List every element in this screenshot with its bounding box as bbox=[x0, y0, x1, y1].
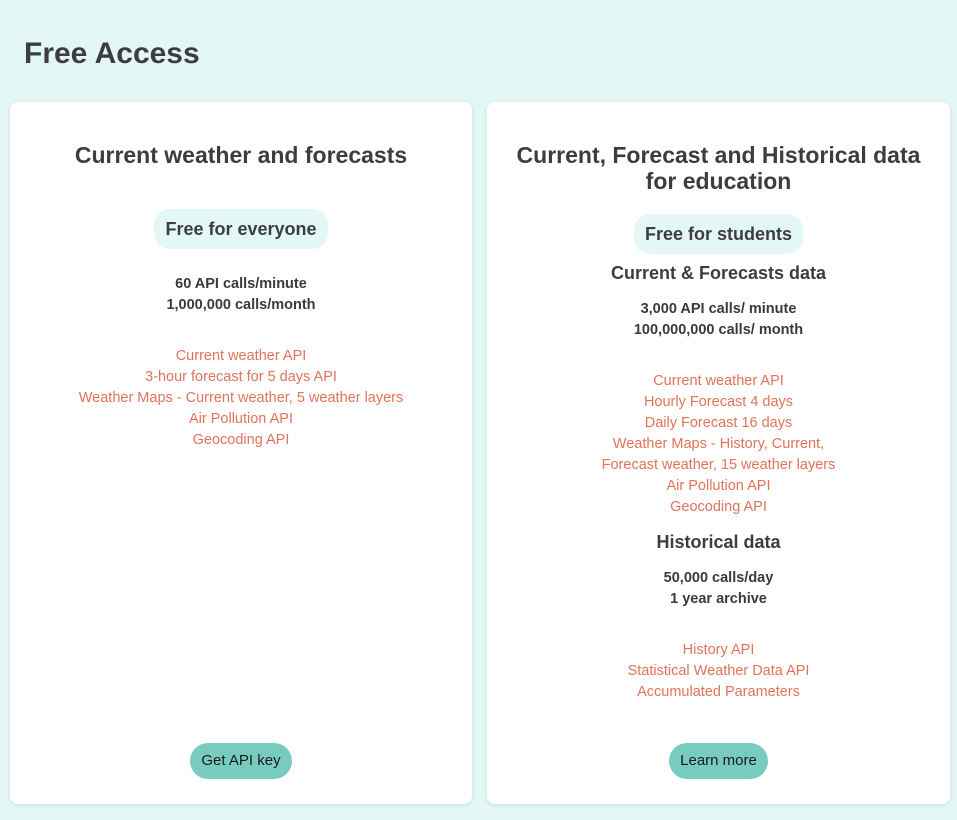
feature-link-current-weather[interactable]: Current weather API bbox=[175, 348, 307, 364]
feature-link-geocoding[interactable]: Geocoding API bbox=[192, 432, 290, 448]
feature-link-air-pollution[interactable]: Air Pollution API bbox=[189, 411, 293, 427]
card-title bbox=[487, 142, 950, 194]
feature-link-hourly-forecast[interactable]: Hourly Forecast 4 days bbox=[643, 394, 794, 410]
feature-list bbox=[487, 640, 950, 703]
limit-line: 1,000,000 calls/month bbox=[166, 297, 316, 313]
get-api-key-button[interactable]: Get API key bbox=[190, 743, 291, 779]
plan-badge: Free for students bbox=[634, 214, 803, 254]
feature-link-geocoding[interactable]: Geocoding API bbox=[670, 499, 767, 515]
learn-more-button[interactable]: Learn more bbox=[669, 743, 768, 779]
limits bbox=[487, 299, 950, 341]
card-title: Current weather and forecasts bbox=[74, 142, 408, 168]
free-for-students-card bbox=[487, 102, 950, 804]
plan-badge: Free for everyone bbox=[154, 209, 327, 249]
feature-link-current-weather[interactable]: Current weather API bbox=[653, 373, 784, 389]
page-title: Free Access bbox=[24, 37, 200, 70]
feature-link-history-api[interactable]: History API bbox=[682, 642, 755, 658]
feature-link-statistical-weather[interactable]: Statistical Weather Data API bbox=[627, 663, 810, 679]
feature-list bbox=[10, 346, 472, 451]
section-title-current-forecasts: Current & Forecasts data bbox=[610, 263, 827, 283]
feature-link-weather-maps[interactable]: Weather Maps - History, Current, bbox=[612, 436, 825, 452]
limits bbox=[487, 568, 950, 610]
feature-link-weather-maps[interactable]: Weather Maps - Current weather, 5 weather layers bbox=[78, 390, 404, 406]
feature-link-weather-maps-cont[interactable]: Forecast weather, 15 weather layers bbox=[601, 457, 836, 473]
card-title-line: for education bbox=[645, 168, 792, 194]
free-for-everyone-card bbox=[10, 102, 472, 804]
feature-link-3-hour-forecast[interactable]: 3-hour forecast for 5 days API bbox=[145, 369, 337, 385]
limits bbox=[10, 274, 472, 316]
feature-list bbox=[487, 371, 950, 518]
limit-line: 50,000 calls/day bbox=[663, 570, 774, 586]
section-title-historical: Historical data bbox=[656, 532, 781, 552]
card-title-line: Current, Forecast and Historical data bbox=[516, 142, 921, 168]
feature-link-accumulated-parameters[interactable]: Accumulated Parameters bbox=[637, 684, 800, 700]
limit-line: 60 API calls/minute bbox=[175, 276, 307, 292]
limit-line: 3,000 API calls/ minute bbox=[640, 301, 797, 317]
feature-link-air-pollution[interactable]: Air Pollution API bbox=[666, 478, 771, 494]
limit-line: 100,000,000 calls/ month bbox=[633, 322, 804, 338]
limit-line: 1 year archive bbox=[670, 591, 767, 607]
feature-link-daily-forecast[interactable]: Daily Forecast 16 days bbox=[644, 415, 793, 431]
